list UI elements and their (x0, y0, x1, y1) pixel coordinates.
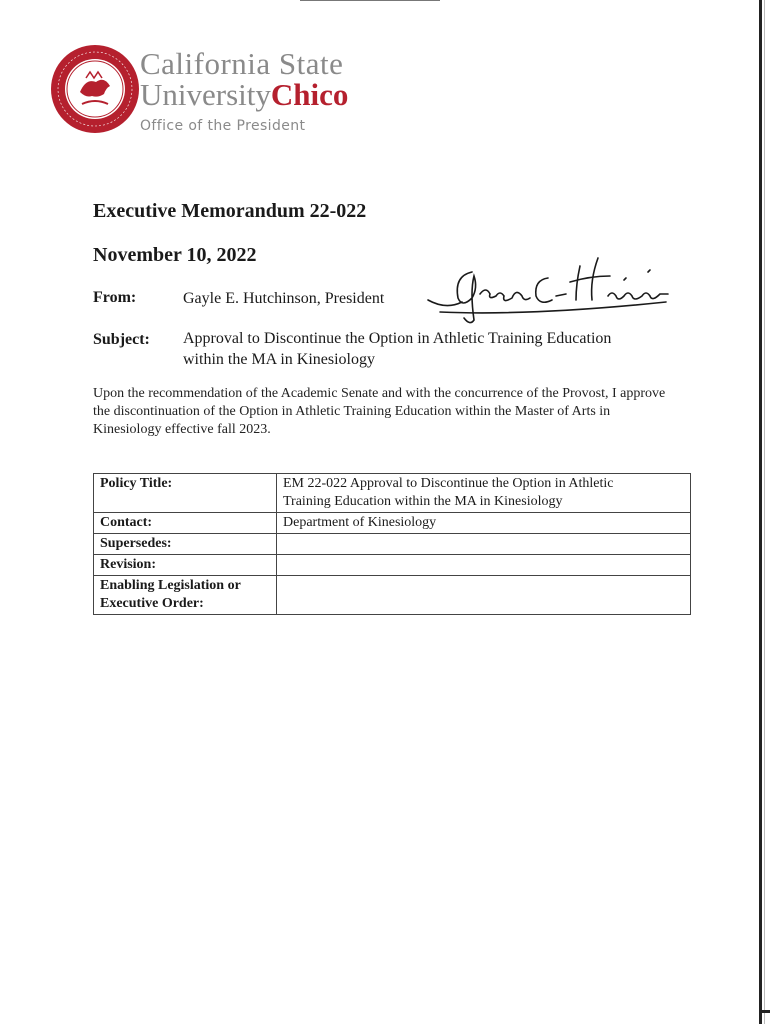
scan-edge-right (759, 0, 762, 1024)
scan-corner-mark (762, 1010, 770, 1013)
table-row (94, 474, 691, 513)
office-name: Office of the President (140, 118, 306, 134)
subject-label: Subject: (93, 331, 150, 348)
revision-label: Revision: (94, 555, 277, 576)
policy-title-value-line2: Training Education within the MA in Kinesiology (283, 494, 563, 509)
university-name-line2 (140, 77, 349, 112)
policy-title-label: Policy Title: (94, 474, 277, 513)
table-row (94, 555, 691, 576)
from-label: From: (93, 289, 137, 306)
university-name-chico: Chico (270, 77, 349, 112)
scan-edge-right-shadow (764, 0, 765, 1024)
memo-body: Upon the recommendation of the Academic Senate and with the concurrence of the Provost, I approve the discontinuation of the Option in Athletic Training Education within the Master of Arts in Kinesiology effective fall 2023. (93, 386, 666, 437)
contact-label: Contact: (94, 513, 277, 534)
enabling-legislation-value (277, 576, 691, 615)
from-value: Gayle E. Hutchinson, President (183, 290, 385, 307)
memo-date: November 10, 2022 (93, 244, 257, 266)
revision-value (277, 555, 691, 576)
enabling-legislation-label-line2: Executive Order: (100, 596, 204, 611)
policy-title-value-line1: EM 22-022 Approval to Discontinue the Option in Athletic (283, 476, 614, 491)
supersedes-label: Supersedes: (94, 534, 277, 555)
university-name-line1: California State (140, 46, 344, 81)
enabling-legislation-label (94, 576, 277, 615)
memo-title: Executive Memorandum 22-022 (93, 200, 367, 222)
table-row (94, 576, 691, 615)
letterhead-wordmark (140, 48, 348, 134)
subject-line-2: within the MA in Kinesiology (183, 351, 375, 368)
policy-title-value (277, 474, 691, 513)
scan-edge-top (300, 0, 440, 1)
supersedes-value (277, 534, 691, 555)
subject-line-1: Approval to Discontinue the Option in Athletic Training Education (183, 330, 612, 347)
table-row (94, 513, 691, 534)
policy-table (93, 473, 691, 615)
enabling-legislation-label-line1: Enabling Legislation or (100, 578, 241, 593)
president-signature (420, 252, 680, 324)
university-name-prefix: University (140, 77, 271, 112)
university-seal-icon (50, 44, 140, 134)
table-row (94, 534, 691, 555)
contact-value: Department of Kinesiology (277, 513, 691, 534)
